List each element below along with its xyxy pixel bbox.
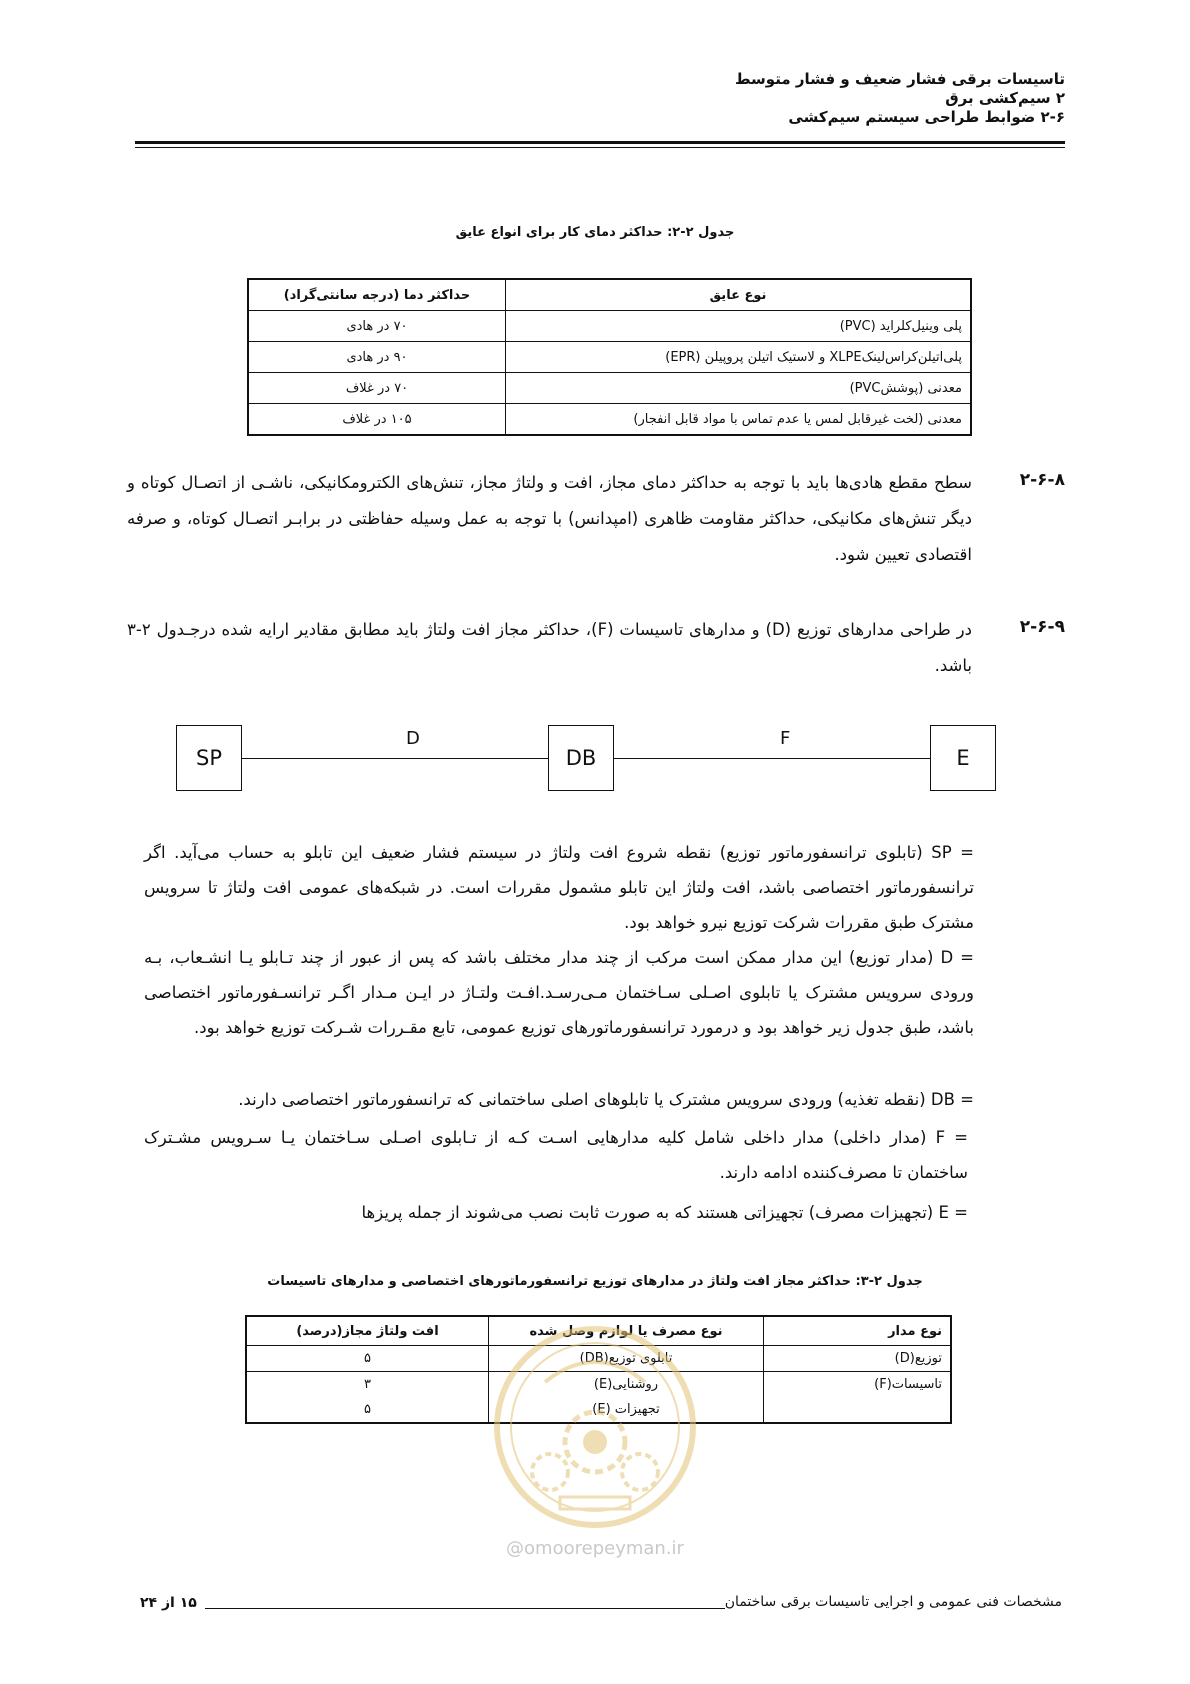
header-line-3: ۲-۶ ضوابط طراحی سیستم سیم‌کشی — [788, 108, 1065, 126]
col-header-max-temp: حداکثر دما (درجه سانتی‌گراد) — [248, 279, 506, 311]
insulation-temperature-table — [247, 278, 972, 436]
voltage-drop-line: ۵ — [364, 1402, 371, 1417]
watermark-text: @omoorepeyman.ir — [506, 1538, 684, 1559]
circuit-diagram — [176, 725, 996, 795]
table2-caption: جدول ۲-۳: حداکثر مجاز افت ولتاژ در مدارهای توزیع ترانسفورماتورهای اختصاصی و مدارهای تاسیسات — [267, 1274, 923, 1289]
definition-e — [268, 1195, 968, 1230]
db-box: DB — [548, 725, 614, 791]
circuit-type-cell: توزیع(D) — [764, 1346, 952, 1372]
page-number: ۱۵ از ۲۴ — [140, 1595, 197, 1611]
table-row — [248, 342, 971, 373]
definition-key: SP = — [931, 843, 975, 862]
definition-text: (تجهیزات مصرف) تجهیزاتی هستند که به صورت ثابت نصب می‌شوند از جمله پریزها — [361, 1203, 934, 1222]
max-temp-cell: ۷۰ در هادی — [248, 311, 506, 342]
insulation-type-cell: پلی‌اتیلن‌کراس‌لینکXLPE و لاستیک اتیلن پروپیلن (EPR) — [506, 342, 972, 373]
definition-sp — [144, 835, 974, 940]
insulation-type-cell: معدنی (لخت غیرقابل لمس یا عدم تماس با مواد قابل انفجار) — [506, 404, 972, 436]
definition-key: E = — [938, 1203, 968, 1222]
col-header-insulation-type: نوع عایق — [506, 279, 972, 311]
table-row — [248, 404, 971, 436]
header-rule-thick — [135, 141, 1065, 144]
table-header-row — [248, 279, 971, 311]
definition-text: (مدار توزیع) این مدار ممکن است مرکب از چند مدار مختلف باشد که پس از عبور از چند تـابلو یـا انشـعاب، بـه ورودی سرویس مشترک یا تابلوی اصـلی سـاختمان مـی‌رسـد.افـت ولتـاژ در ایـن مـدار اگـر ترانسـفورماتور اختصاصی باشد، طبق جدول زیر خواهد بود و درمورد ترانسفورماتورهای توزیع عمومی، تابع مقـررات شـرکت توزیع خواهد بود. — [144, 948, 974, 1037]
definition-text: (مدار داخلی) مدار داخلی شامل کلیه مدارهایی اسـت کـه از تـابلوی اصـلی سـاختمان یـا سـرویس مشـترک ساختمان تا مصرف‌کننده ادامه دارند. — [144, 1128, 968, 1182]
definition-key: DB = — [930, 1090, 974, 1109]
load-type-line: روشنایی(E) — [593, 1377, 659, 1392]
distribution-wire — [242, 758, 548, 759]
col-header-circuit-type: نوع مدار — [764, 1316, 952, 1346]
table1-caption: جدول ۲-۲: حداکثر دمای کار برای انواع عایق — [455, 225, 735, 240]
load-type-line: تجهیزات (E) — [592, 1402, 660, 1417]
definition-db — [144, 1082, 974, 1117]
seal-watermark-icon — [490, 1322, 700, 1532]
max-temp-cell: ۷۰ در غلاف — [248, 373, 506, 404]
installation-wire — [614, 758, 930, 759]
header-rule-thin — [135, 147, 1065, 148]
max-temp-cell: ۹۰ در هادی — [248, 342, 506, 373]
clause-8-text: سطح مقطع هادی‌ها باید با توجه به حداکثر دمای مجاز، افت و ولتاژ مجاز، تنش‌های الکترومکانیکی، ناشـی از اتصـال کوتاه و دیگر تنش‌های مکانیکی، حداکثر مقاومت ظاهری (امپدانس) با توجه به عمل وسیله حفاظتی در برابـر اتصـال کوتاه، و صرفه اقتصادی تعیین شود. — [127, 473, 972, 564]
definition-f — [144, 1120, 968, 1190]
definition-d — [144, 940, 974, 1045]
voltage-drop-cell — [246, 1372, 489, 1424]
footer-rule — [205, 1608, 725, 1609]
definition-text: (تابلوی ترانسفورماتور توزیع) نقطه شروع افت ولتاژ در سیستم فشار ضعیف این تابلو به حساب می‌آید. اگر ترانسفورماتور اختصاصی باشد، افت ولتاژ این تابلو مشمول مقررات است. در شبکه‌های عمومی افت ولتاژ تا سرویس مشترک طبق مقررات شرکت توزیع نیرو خواهد بود. — [144, 843, 974, 932]
definition-key: F = — [935, 1128, 969, 1147]
sp-box: SP — [176, 725, 242, 791]
col-header-voltage-drop: افت ولتاژ مجاز(درصد) — [246, 1316, 489, 1346]
voltage-drop-line: ۳ — [364, 1377, 371, 1392]
circuit-type-cell: تاسیسات(F) — [764, 1372, 952, 1424]
clause-9-number: ۲-۶-۹ — [1019, 617, 1065, 637]
d-label: D — [406, 728, 420, 749]
max-temp-cell: ۱۰۵ در غلاف — [248, 404, 506, 436]
header-line-2: ۲ سیم‌کشی برق — [945, 89, 1065, 107]
e-box: E — [930, 725, 996, 791]
insulation-type-cell: پلی وینیل‌کلراید (PVC) — [506, 311, 972, 342]
page-header — [735, 70, 1065, 127]
clause-9-text: در طراحی مدارهای توزیع (D) و مدارهای تاسیسات (F)، حداکثر مجاز افت ولتاژ باید مطابق مقادیر ارایه شده درجـدول ۲-۳ باشد. — [127, 620, 972, 675]
table-row — [248, 373, 971, 404]
col-header-load-type: نوع مصرف یا لوازم وصل شده — [489, 1316, 764, 1346]
table-row — [248, 311, 971, 342]
insulation-type-cell: معدنی (پوشش‌PVC) — [506, 373, 972, 404]
header-line-1: تاسیسات برقی فشار ضعیف و فشار متوسط — [734, 70, 1065, 88]
definition-text: (نقطه تغذیه) ورودی سرویس مشترک یا تابلوهای اصلی ساختمانی که ترانسفورماتور اختصاصی دارند. — [238, 1090, 926, 1109]
f-label: F — [780, 728, 791, 749]
footer-title: مشخصات فنی عمومی و اجرایی تاسیسات برقی ساختمان — [724, 1594, 1062, 1610]
voltage-drop-cell: ۵ — [246, 1346, 489, 1372]
clause-8-number: ۲-۶-۸ — [1019, 470, 1065, 490]
load-type-cell: تابلوی توزیع(DB) — [489, 1346, 764, 1372]
definition-key: D = — [940, 948, 974, 967]
